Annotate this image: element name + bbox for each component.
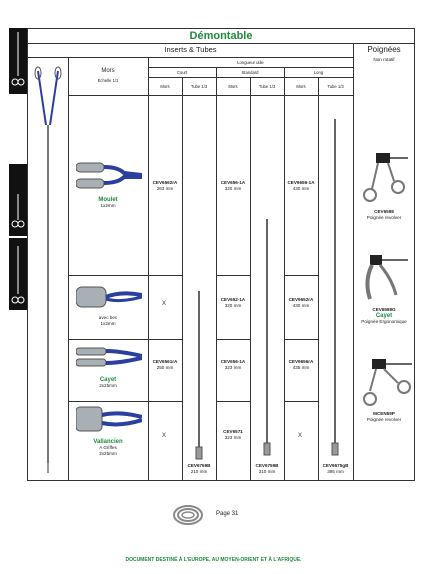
code-cayet-std: CEV656-1A: [220, 359, 246, 364]
divider: [68, 401, 183, 402]
code-vallancien-std: CEV6571: [223, 429, 243, 434]
divider: [284, 339, 318, 340]
handle-2-label: Poignée Ergonomique: [361, 319, 407, 324]
code-moulet-long: CEV9656-1A: [287, 180, 315, 185]
code-avec-bec-long: CEV9652rA: [288, 297, 314, 302]
mark-vallancien-long: X: [298, 433, 303, 439]
divider: [68, 275, 183, 276]
page-title: Démontable: [28, 29, 414, 44]
side-tab-grasper[interactable]: [9, 164, 27, 236]
header-mors: Mors: [101, 68, 115, 74]
len-moulet-court: 263 mm: [156, 186, 174, 191]
instrument-full-drawing: [30, 63, 66, 475]
divider: [148, 57, 149, 480]
len-cayet-std: 323 mm: [224, 365, 242, 370]
page-number: Page 31: [216, 511, 239, 517]
code-cayet-court: CEV6561rA: [152, 359, 178, 364]
col-long-tube: Tube 1/3: [327, 84, 344, 89]
code-moulet-court: CEV6562rA: [152, 180, 178, 185]
divider: [250, 77, 251, 480]
tube-standard-image: [262, 219, 272, 459]
row-vallancien-size: 2x25mm: [99, 451, 117, 456]
header-long: Long: [313, 70, 324, 75]
col-std-tube: Tube 1/3: [258, 84, 276, 89]
divider: [216, 339, 250, 340]
divider: [148, 67, 353, 68]
divider: [216, 275, 250, 276]
coiled-cable-icon: [170, 500, 206, 530]
len-cayet-long: 435 mm: [292, 365, 310, 370]
header-standard: Standard: [241, 70, 259, 75]
code-tube-long: CEV9675gB: [322, 463, 349, 468]
row-vallancien-name: Vallancien: [93, 439, 123, 445]
divider: [28, 57, 354, 58]
divider: [284, 401, 318, 402]
header-court: Court: [176, 70, 188, 75]
grasper-icon: [9, 164, 27, 236]
row-avec-bec-name: avec bec: [98, 315, 118, 320]
divider: [318, 77, 319, 480]
code-moulet-std: CEV656-1A: [220, 180, 246, 185]
tube-court-image: [194, 291, 204, 461]
catalog-table: [27, 28, 415, 481]
code-avec-bec-std: CEV652-1A: [220, 297, 246, 302]
divider: [68, 57, 69, 480]
tube-long-image: [330, 119, 340, 459]
jaw-moulet-image: [76, 159, 142, 193]
code-cayet-long: CEV9656rA: [288, 359, 314, 364]
side-tabs: [9, 28, 27, 312]
col-court-mors: Mors: [160, 84, 170, 89]
row-avec-bec-size: 1x2mm: [100, 321, 116, 326]
len-tube-long: 395 mm: [327, 469, 344, 474]
row-vallancien-sub: A Griffes: [99, 445, 117, 450]
row-moulet-name: Moulet: [98, 197, 118, 203]
col-court-tube: Tube 1/3: [190, 84, 208, 89]
handle-3-label: Poignée revolver: [366, 417, 402, 422]
len-vallancien-std: 323 mm: [224, 435, 242, 440]
header-longueur: Longueur utile: [237, 60, 264, 65]
len-avec-bec-std: 320 mm: [224, 303, 242, 308]
code-tube-court: CEV6759B: [187, 463, 211, 468]
col-long-mors: Mors: [296, 84, 306, 89]
section-inserts-tubes: Inserts & Tubes: [164, 45, 217, 54]
len-moulet-long: 430 mm: [292, 186, 310, 191]
handle-1-label: Poignée revolver: [366, 215, 402, 220]
header-echelle: Echelle 1/1: [97, 78, 119, 83]
handle-2-title: Cayet: [375, 313, 393, 319]
len-avec-bec-long: 430 mm: [292, 303, 310, 308]
divider: [216, 401, 250, 402]
jaw-avec-bec-image: [76, 285, 142, 311]
side-tab-scissors[interactable]: [9, 28, 27, 94]
mark-avec-bec-court: X: [162, 301, 167, 307]
divider: [182, 77, 183, 480]
scissors-icon: [9, 28, 27, 94]
divider: [284, 67, 285, 480]
footer-note: DOCUMENT DESTINÉ À L'EUROPE, AU MOYEN-ORIENT ET À L'AFRIQUE.: [125, 557, 302, 563]
col-std-mors: Mors: [228, 84, 238, 89]
handle-ergonomic-image: [362, 251, 408, 303]
row-moulet-size: 1x2mm: [100, 203, 116, 208]
len-tube-court: 210 mm: [190, 469, 208, 474]
side-tab-blank: [9, 96, 27, 162]
divider: [68, 95, 353, 96]
handle-revolver-image: [362, 149, 408, 205]
row-cayet-size: 2x25mm: [99, 383, 117, 388]
len-moulet-std: 320 mm: [224, 186, 242, 191]
handle-1-code: CEV6598: [374, 209, 394, 214]
section-handles: Poignées: [367, 45, 401, 54]
mark-vallancien-court: X: [162, 433, 167, 439]
divider: [284, 275, 318, 276]
len-cayet-court: 250 mm: [156, 365, 174, 370]
divider: [68, 339, 183, 340]
divider: [216, 67, 217, 480]
handle-2-code: CEV6598G: [372, 307, 396, 312]
section-handles-sub: Non rotatif: [373, 57, 395, 62]
jaw-vallancien-image: [76, 405, 142, 435]
jaw-cayet-image: [76, 345, 142, 371]
clamp-icon: [9, 238, 27, 310]
code-tube-standard: CEV6759B: [255, 463, 279, 468]
row-cayet-name: Cayet: [99, 377, 117, 383]
handle-revolver-2-image: [362, 355, 412, 409]
len-tube-standard: 310 mm: [258, 469, 276, 474]
handle-3-code: MCEN59P: [373, 411, 395, 416]
side-tab-active[interactable]: [9, 238, 27, 310]
